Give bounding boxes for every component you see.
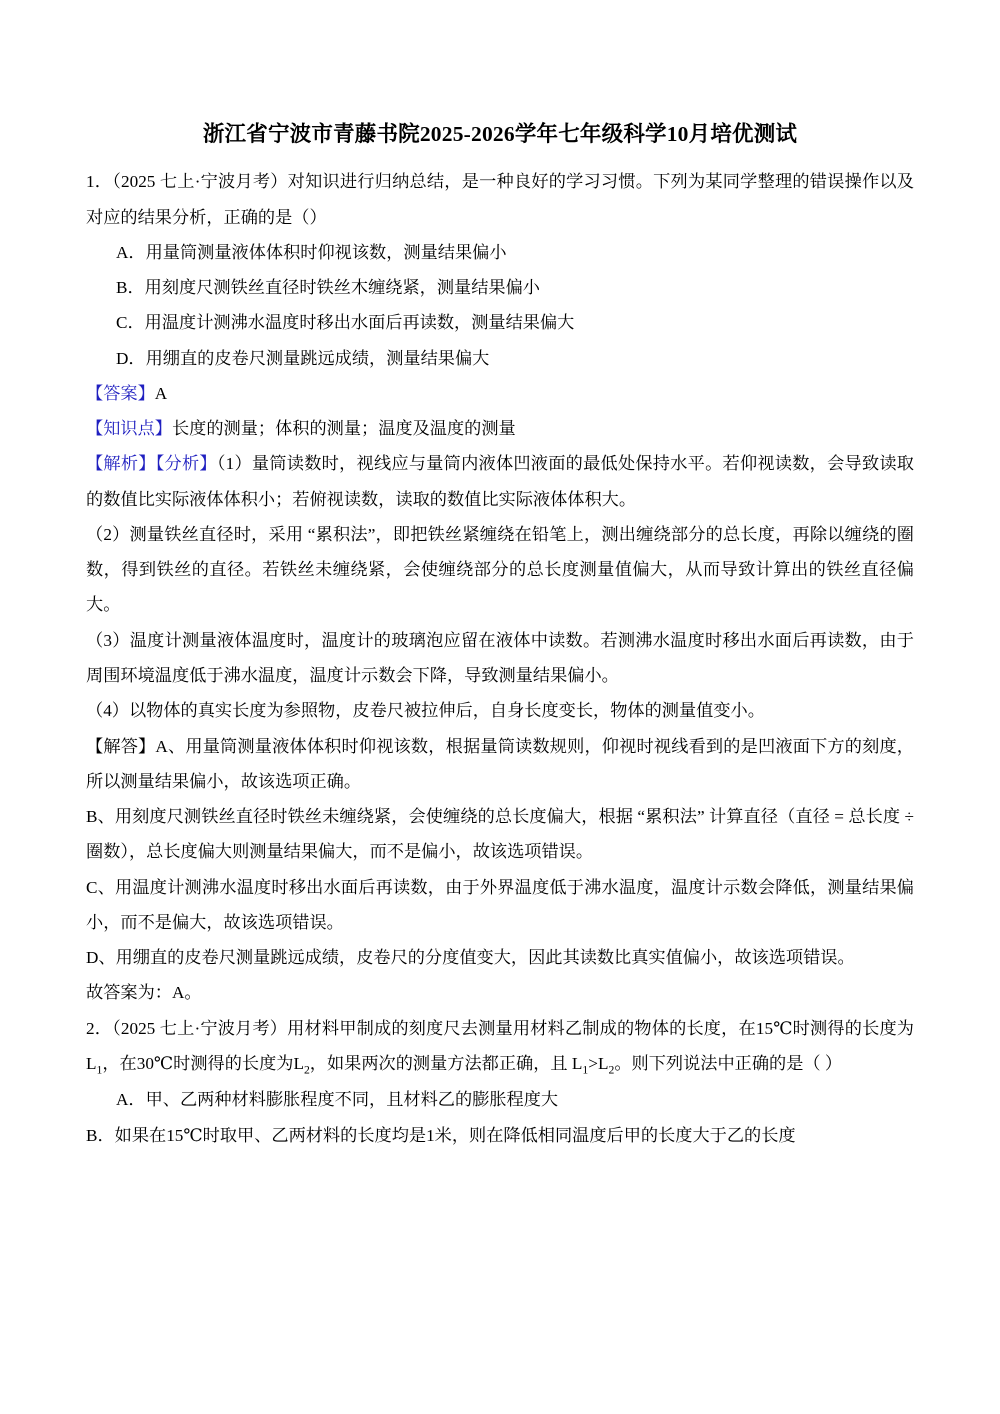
solution-paragraph-1: A、用量筒测量液体体积时仰视该数，根据量筒读数规则，仰视时视线看到的是凹液面下方的刻度，所以测量结果偏小，故该选项正确。: [86, 736, 914, 791]
solution-label: 【解答】: [86, 736, 156, 756]
knowledge-label: 【知识点】: [86, 419, 172, 439]
question-1: [86, 164, 914, 1010]
answer-label: 【答案】: [86, 383, 155, 403]
question-2-stem: [86, 1011, 914, 1083]
question-2-stem-part2: ，在30℃时测得的长度为L: [102, 1053, 304, 1073]
analysis-paragraph-3: （3）温度计测量液体温度时，温度计的玻璃泡应留在液体中读数。若测沸水温度时移出水面后再读数，由于周围环境温度低于沸水温度，温度计示数会下降，导致测量结果偏小。: [86, 630, 914, 685]
question-1-solution-line: [86, 729, 914, 800]
question-2-stem-part4: >L: [588, 1053, 609, 1073]
question-2-sub3: 1: [582, 1063, 589, 1077]
question-1-answer-line: [86, 376, 914, 411]
question-1-option-d: D．用绷直的皮卷尺测量跳远成绩，测量结果偏大: [116, 348, 490, 368]
question-2: [86, 1011, 914, 1153]
question-1-option-b: B．用刻度尺测铁丝直径时铁丝木缠绕紧，测量结果偏小: [116, 278, 540, 298]
analysis-paragraph-4: （4）以物体的真实长度为参照物，皮卷尺被拉伸后，自身长度变长，物体的测量值变小。: [86, 701, 765, 721]
solution-paragraph-5: 故答案为：A。: [86, 983, 202, 1003]
question-2-option-b: B．如果在15℃时取甲、乙两材料的长度均是1米，则在降低相同温度后甲的长度大于乙的长度: [86, 1125, 796, 1145]
question-2-stem-part3: ，如果两次的测量方法都正确，且 L: [309, 1053, 583, 1073]
solution-paragraph-2: B、用刻度尺测铁丝直径时铁丝未缠绕紧，会使缠绕的总长度偏大，根据 “累积法” 计算直径（直径 = 总长度 ÷ 圈数），总长度偏大则测量结果偏大，而不是偏小，故该选项错误。: [86, 807, 914, 862]
question-1-knowledge-line: [86, 411, 914, 446]
question-1-stem: 1．（2025 七上·宁波月考）对知识进行归纳总结，是一种良好的学习习惯。下列为某同学整理的错误操作以及对应的结果分析，正确的是（）: [86, 172, 914, 227]
analysis-paragraph-1: （1）量筒读数时，视线应与量筒内液体凹液面的最低处保持水平。若仰视读数，会导致读取的数值比实际液体体积小；若俯视读数，读取的数值比实际液体体积大。: [86, 454, 914, 509]
solution-paragraph-3: C、用温度计测沸水温度时移出水面后再读数，由于外界温度低于沸水温度，温度计示数会降低，测量结果偏小，而不是偏大，故该选项错误。: [86, 877, 914, 932]
question-2-sub2: 2: [303, 1063, 310, 1077]
analysis-sub-label: 【分析】: [155, 454, 217, 474]
question-2-stem-part5: 。则下列说法中正确的是（ ）: [614, 1053, 843, 1073]
question-1-option-a: A．用量筒测量液体体积时仰视该数，测量结果偏小: [116, 242, 507, 262]
analysis-label: 【解析】: [86, 454, 156, 474]
question-2-stem-part1: 2．（2025 七上·宁波月考）用材料甲制成的刻度尺去测量用材料乙制成的物体的长度，在15℃时测得的长度为L: [86, 1018, 914, 1073]
question-2-sub1: 1: [96, 1063, 103, 1077]
answer-value: A: [154, 383, 168, 403]
question-2-sub4: 2: [608, 1063, 615, 1077]
solution-paragraph-4: D、用绷直的皮卷尺测量跳远成绩，皮卷尺的分度值变大，因此其读数比真实值偏小，故该选项错误。: [86, 948, 855, 968]
knowledge-value: 长度的测量；体积的测量；温度及温度的测量: [171, 419, 516, 439]
question-2-option-a: A．甲、乙两种材料膨胀程度不同，且材料乙的膨胀程度大: [116, 1090, 559, 1110]
analysis-paragraph-2: （2）测量铁丝直径时，采用 “累积法”，即把铁丝紧缠绕在铅笔上，测出缠绕部分的总长度，再除以缠绕的圈数，得到铁丝的直径。若铁丝未缠绕紧，会使缠绕部分的总长度测量值偏大，从而导致计算出的铁丝直径偏大。: [86, 524, 914, 615]
page-title: 浙江省宁波市青藤书院2025-2026学年七年级科学10月培优测试: [202, 122, 798, 146]
question-1-analysis-line: [86, 446, 914, 517]
question-1-option-c: C．用温度计测沸水温度时移出水面后再读数，测量结果偏大: [116, 313, 575, 333]
